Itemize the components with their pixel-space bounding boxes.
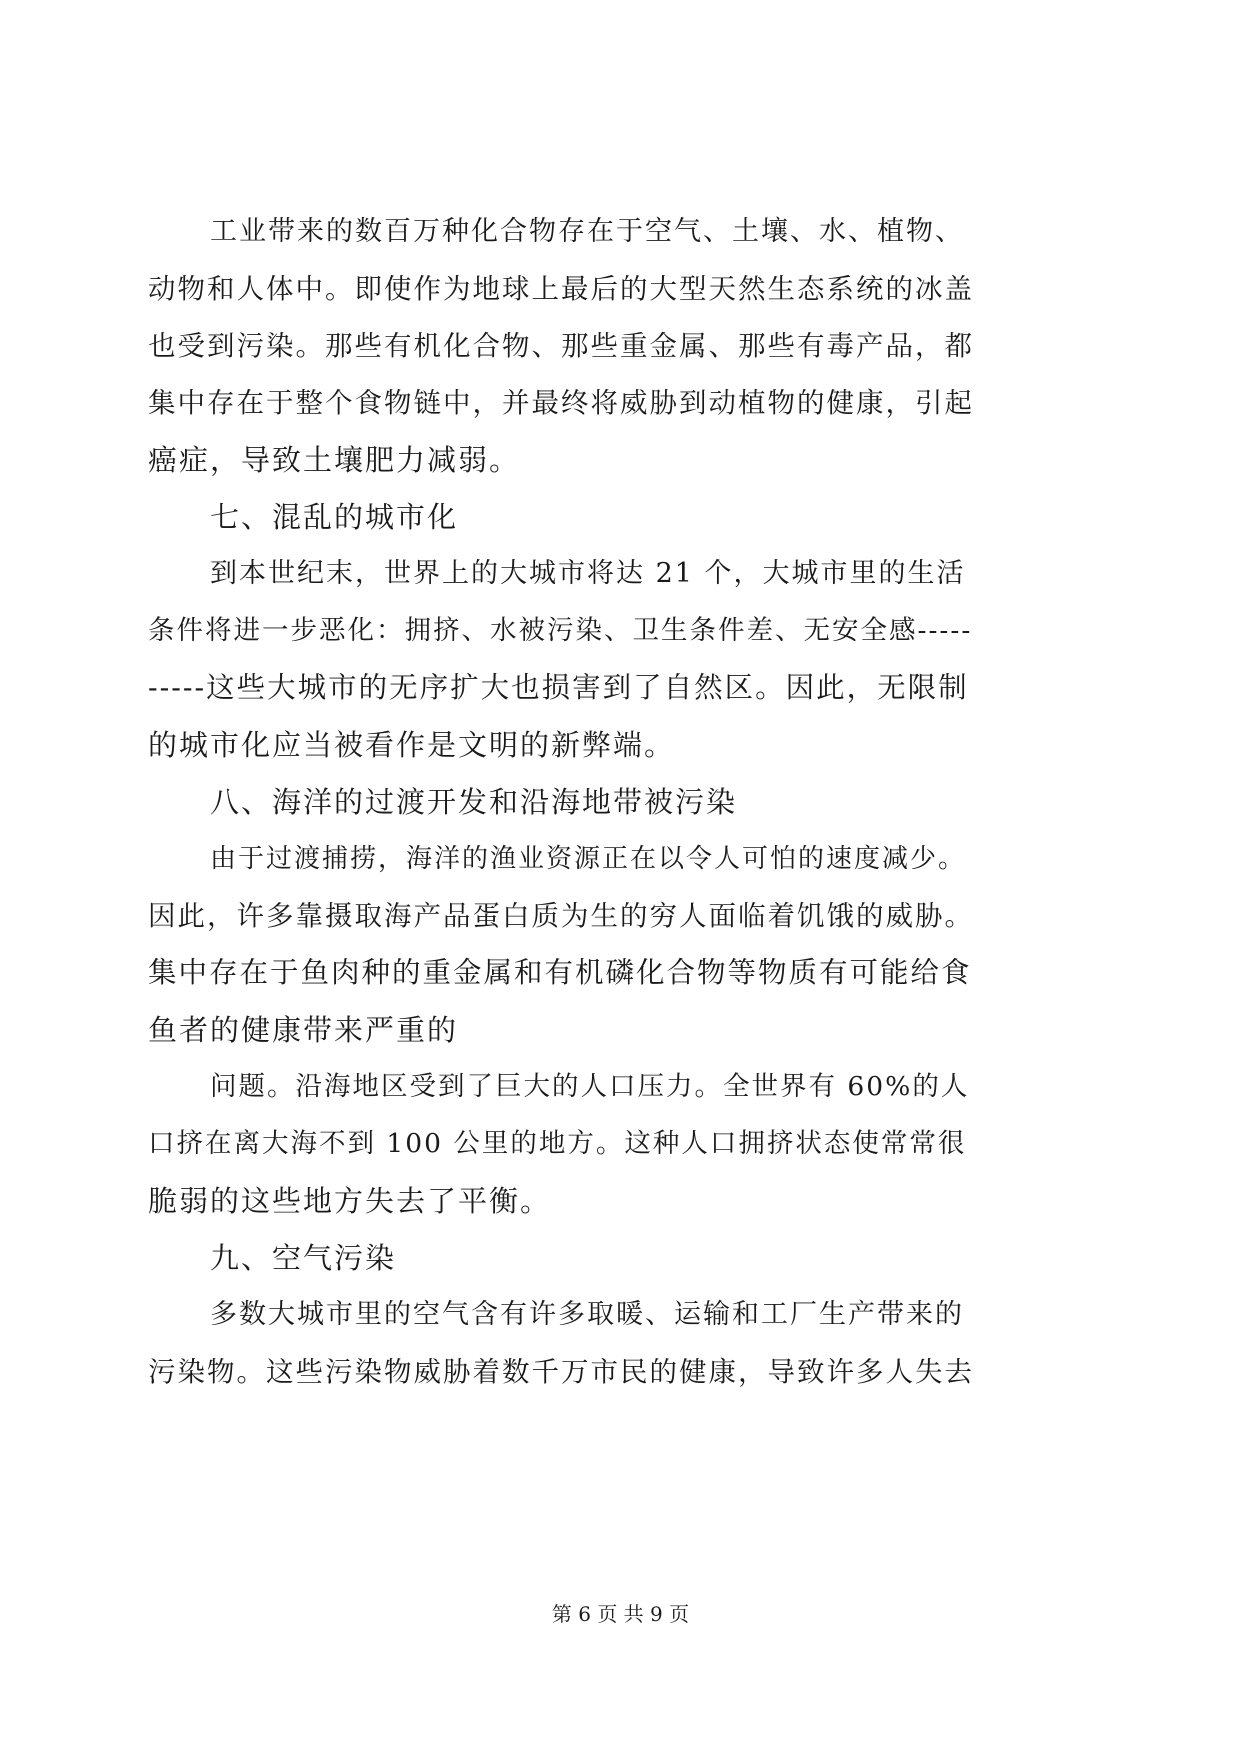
body-text-line: 集中存在于鱼肉种的重金属和有机磷化合物等物质有可能给食 <box>148 956 972 989</box>
body-text-line: 污染物。这些污染物威胁着数千万市民的健康，导致许多人失去 <box>148 1356 974 1388</box>
section-heading: 七、混乱的城市化 <box>210 500 459 534</box>
body-text-line: 口挤在离大海不到 100 公里的地方。这种人口拥挤状态使常常很 <box>148 1128 967 1159</box>
body-text-line: 脆弱的这些地方失去了平衡。 <box>148 1184 552 1218</box>
section-heading: 八、海洋的过渡开发和沿海地带被污染 <box>210 785 738 819</box>
body-text-line: 的城市化应当被看作是文明的新弊端。 <box>148 728 676 762</box>
body-text-line: 动物和人体中。即使作为地球上最后的大型天然生态系统的冰盖 <box>148 273 974 305</box>
body-text-line: 条件将进一步恶化：拥挤、水被污染、卫生条件差、无安全感----- <box>148 615 973 646</box>
body-text-line: 问题。沿海地区受到了巨大的人口压力。全世界有 60%的人 <box>210 1071 970 1102</box>
body-text-line: 也受到污染。那些有机化合物、那些重金属、那些有毒产品，都 <box>148 330 974 362</box>
body-text-line: 鱼者的健康带来严重的 <box>148 1013 459 1047</box>
body-text-line: 因此，许多靠摄取海产品蛋白质为生的穷人面临着饥饿的威胁。 <box>148 900 974 932</box>
section-heading: 九、空气污染 <box>210 1241 397 1275</box>
body-text-line: 多数大城市里的空气含有许多取暖、运输和工厂生产带来的 <box>210 1299 964 1330</box>
body-text-line: 工业带来的数百万种化合物存在于空气、土壤、水、植物、 <box>210 216 964 247</box>
body-text-line: 集中存在于整个食物链中，并最终将威胁到动植物的健康，引起 <box>148 387 974 419</box>
body-text-line: 由于过渡捕捞，海洋的渔业资源正在以令人可怕的速度减少。 <box>210 844 967 874</box>
body-text-line: 到本世纪末，世界上的大城市将达 21 个，大城市里的生活 <box>210 558 966 589</box>
body-text-line: -----这些大城市的无序扩大也损害到了自然区。因此，无限制 <box>148 671 969 704</box>
page-number-footer: 第 6 页 共 9 页 <box>551 1602 690 1626</box>
body-text-line: 癌症，导致土壤肥力减弱。 <box>148 443 521 477</box>
